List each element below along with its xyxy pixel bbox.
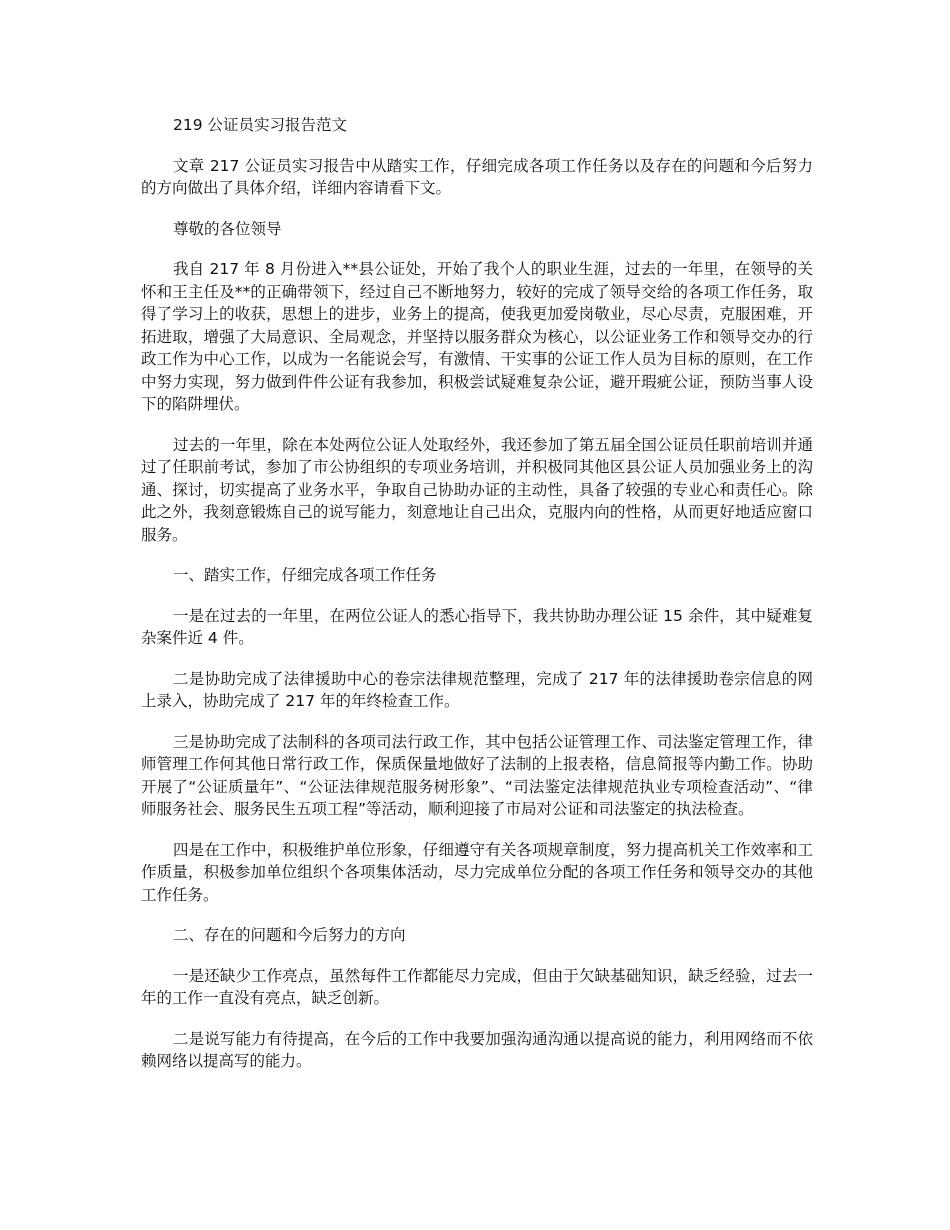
paragraph-item-4: 四是在工作中，积极维护单位形象，仔细遵守有关各项规章制度，努力提高机关工作效率和工作质量，积极参加单位组织个各项集体活动，尽力完成单位分配的各项工作任务和领导交办的其他工作任务。 [141,840,813,904]
paragraph-issue-2: 二是说写能力有待提高，在今后的工作中我要加强沟通沟通以提高说的能力，利用网络而不依赖网络以提高写的能力。 [141,1029,813,1070]
paragraph-salutation: 尊敬的各位领导 [173,219,282,238]
paragraph-item-2: 二是协助完成了法律援助中心的卷宗法律规范整理，完成了 217 年的法律援助卷宗信息的网上录入，协助完成了 217 年的年终检查工作。 [141,669,813,710]
paragraph-issue-1: 一是还缺少工作亮点，虽然每件工作都能尽力完成，但由于欠缺基础知识，缺乏经验，过去一年的工作一直没有亮点，缺乏创新。 [141,966,813,1007]
section-heading-1: 一、踏实工作，仔细完成各项工作任务 [173,566,437,584]
document-title: 219 公证员实习报告范文 [173,116,348,134]
document-body [141,114,813,1091]
paragraph-item-3: 三是协助完成了法制科的各项司法行政工作，其中包括公证管理工作、司法鉴定管理工作，律师管理工作何其他日常行政工作，保质保量地做好了法制的上报表格，信息简报等内勤工作。协助开展了“公证质量年”、“公证法律规范服务树形象”、“司法鉴定法律规范执业专项检查活动”、“律师服务社会、服务民生五项工程”等活动，顺利迎接了市局对公证和司法鉴定的执法检查。 [141,732,813,818]
paragraph-body-1: 我自 217 年 8 月份进入**县公证处，开始了我个人的职业生涯，过去的一年里，在领导的关怀和王主任及**的正确带领下，经过自己不断地努力，较好的完成了领导交给的各项工作任务，取得了学习上的收获，思想上的进步，业务上的提高，使我更加爱岗敬业，尽心尽责，克服困难，开拓进取，增强了大局意识、全局观念，并坚持以服务群众为核心，以公证业务工作和领导交办的行政工作为中心工作，以成为一名能说会写，有激情、干实事的公证工作人员为目标的原则，在工作中努力实现，努力做到件件公证有我参加，积极尝试疑难复杂公证，避开瑕疵公证，预防当事人设下的陷阱埋伏。 [141,260,813,413]
section-heading-2: 二、存在的问题和今后努力的方向 [173,926,406,944]
paragraph-item-1: 一是在过去的一年里，在两位公证人的悉心指导下，我共协助办理公证 15 余件，其中疑难复杂案件近 4 件。 [141,606,813,647]
paragraph-intro: 文章 217 公证员实习报告中从踏实工作，仔细完成各项工作任务以及存在的问题和今后努力的方向做出了具体介绍，详细内容请看下文。 [141,156,813,197]
paragraph-body-2: 过去的一年里，除在本处两位公证人处取经外，我还参加了第五届全国公证员任职前培训并通过了任职前考试，参加了市公协组织的专项业务培训，并积极同其他区县公证人员加强业务上的沟通、探讨，切实提高了业务水平，争取自己协助办证的主动性，具备了较强的专业心和责任心。除此之外，我刻意锻炼自己的说写能力，刻意地让自己出众，克服内向的性格，从而更好地适应窗口服务。 [141,435,813,544]
